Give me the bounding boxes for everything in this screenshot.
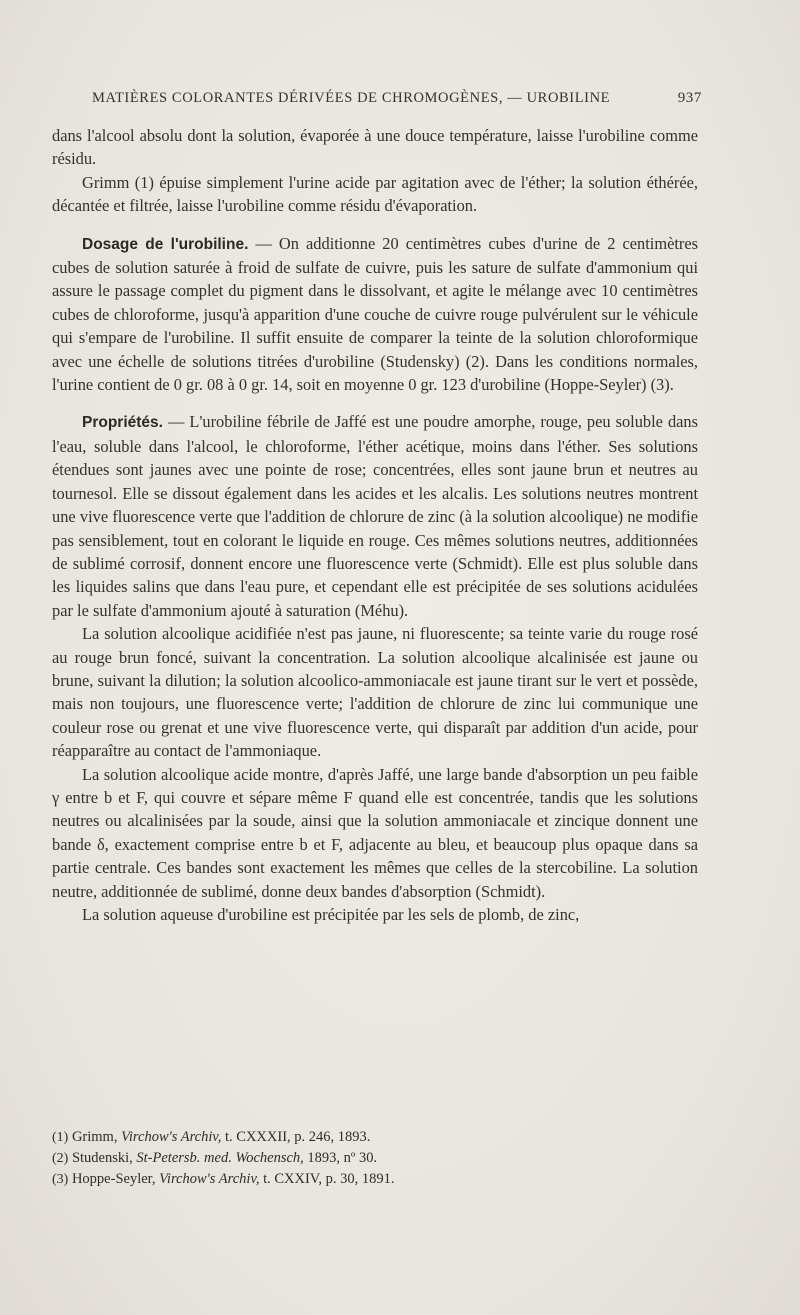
footnote-3: [52, 1169, 698, 1190]
footnote-number: (2): [52, 1151, 69, 1166]
page-header: [92, 90, 702, 114]
footnote-reference: 1893, nº 30.: [307, 1150, 378, 1166]
footnote-2: [52, 1148, 698, 1169]
paragraph-continuation: dans l'alcool absolu dont la solution, évaporée à une douce température, laisse l'urobiline comme résidu.: [52, 126, 698, 169]
footnote-author: Grimm,: [71, 1129, 118, 1145]
footnote-number: (3): [52, 1172, 69, 1187]
footnote-journal: Virchow's Archiv,: [159, 1171, 260, 1187]
section-heading-dosage: Dosage de l'urobiline.: [82, 235, 249, 253]
footnote-1: [52, 1127, 698, 1148]
footnote-author: Hoppe-Seyler,: [71, 1171, 156, 1187]
running-title: MATIÈRES COLORANTES DÉRIVÉES DE CHROMOGÈNES, — UROBILINE: [92, 90, 611, 106]
dosage-text: — On additionne 20 centimètres cubes d'urine de 2 centimètres cubes de solution saturée à froid de sulfate de cuivre, puis les sature de sulfate d'ammonium qui assure le passage complet du pigment dans le dissolvant, et agite le mélange avec 10 centimètres cubes de chloroforme, jusqu'à apparition d'une couche de cuivre rouge pulvérulent sur le véhicule qui s'empare de l'urobiline. Il suffit ensuite de comparer la teinte de la solution chloroformique avec une échelle de solutions titrées d'urobiline (Studensky) (2). Dans les conditions normales, l'urine contient de 0 gr. 08 à 0 gr. 14, soit en moyenne 0 gr. 123 d'urobiline (Hoppe-Seyler) (3).: [52, 233, 699, 395]
paragraph-dosage: [52, 232, 698, 397]
footnote-journal: St-Petersb. med. Wochensch,: [136, 1150, 304, 1166]
section-heading-proprietes: Propriétés.: [82, 414, 163, 432]
footnote-journal: Virchow's Archiv,: [121, 1129, 222, 1145]
paragraph-absorption: La solution alcoolique acide montre, d'après Jaffé, une large bande d'absorption un peu faible γ entre b et F, qui couvre et sépare même F quand elle est concentrée, tandis que les solutions neutres ou alcalinisées par la soude, ainsi que la solution ammoniacale et zincique donnent une bande δ, exactement comprise entre b et F, adjacente au bleu, et beaucoup plus opaque dans sa partie centrale. Ces bandes sont exactement les mêmes que celles de la stercobiline. La solution neutre, additionnée de sublimé, donne deux bandes d'absorption (Schmidt).: [52, 764, 698, 901]
paragraph-grimm: Grimm (1) épuise simplement l'urine acide par agitation avec de l'éther; la solution éthérée, décantée et filtrée, laisse l'urobiline comme résidu d'évaporation.: [52, 172, 698, 216]
footnote-reference: t. CXXIV, p. 30, 1891.: [263, 1171, 395, 1187]
paragraph-aqueuse: La solution aqueuse d'urobiline est précipitée par les sels de plomb, de zinc,: [82, 905, 580, 924]
proprietes-text: — L'urobiline fébrile de Jaffé est une poudre amorphe, rouge, peu soluble dans l'eau, soluble dans l'alcool, le chloroforme, l'éther acétique, moins dans l'éther. Ses solutions étendues sont jaunes avec une pointe de rose; concentrées, elles sont jaune brun et neutres au tournesol. Elle se dissout également dans les acides et les alcalis. Les solutions neutres montrent une vive fluorescence verte que l'addition de chlorure de zinc (à la solution alcoolique) ne modifie pas sensiblement, tout en colorant le liquide en rouge. Ces mêmes solutions neutres, additionnées de sublimé corrosif, donnent encore une fluorescence verte (Schmidt). Elle est plus soluble dans les liquides salins que dans l'eau pure, et cependant elle est précipitée de ses solutions acidulées par le sulfate d'ammonium ajouté à saturation (Méhu).: [52, 412, 698, 620]
paragraph-alcoolique: La solution alcoolique acidifiée n'est pas jaune, ni fluorescente; sa teinte varie du rouge rosé au rouge brun foncé, suivant la concentration. La solution alcoolique alcalinisée est jaune ou brune, suivant la dilution; la solution alcoolico-ammoniacale est jaune tirant sur le vert et possède, mais non toujours, une fluorescence verte; l'addition de chlorure de zinc lui communique une couleur rose ou grenat et une vive fluorescence verte, qui disparaît par addition d'un acide, pour réapparaître au contact de l'ammoniaque.: [52, 624, 698, 761]
footnotes: [52, 1127, 698, 1190]
footnote-reference: t. CXXXII, p. 246, 1893.: [225, 1129, 371, 1145]
page-number: 937: [677, 90, 702, 106]
footnote-author: Studenski,: [71, 1150, 133, 1166]
footnote-number: (1): [52, 1130, 69, 1145]
paragraph-proprietes: [52, 410, 698, 622]
body-text: [52, 124, 698, 926]
